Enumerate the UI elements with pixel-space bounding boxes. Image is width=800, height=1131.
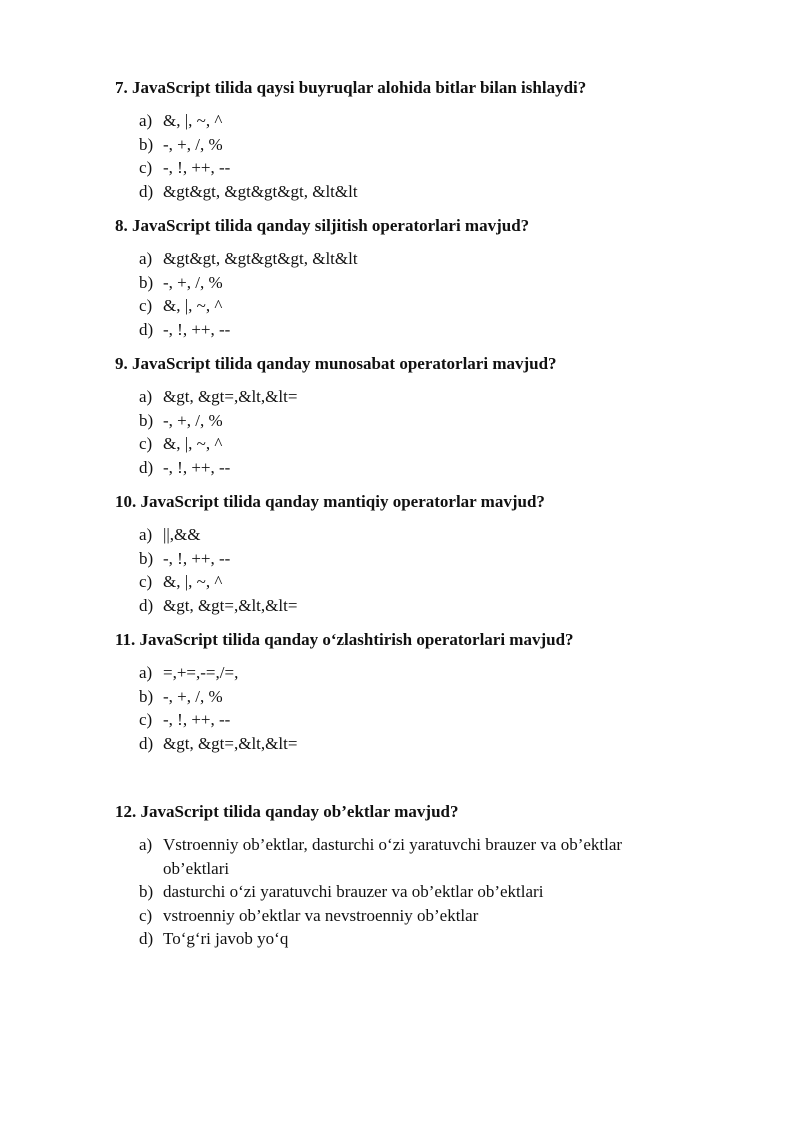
- option-text: &gt, &gt=,&lt,&lt=: [163, 595, 298, 615]
- option-letter: b): [139, 410, 154, 430]
- option-text: -, +, /, %: [163, 272, 223, 292]
- option-letter: c): [139, 158, 153, 177]
- option-letter: c): [139, 710, 153, 729]
- option-text: -, !, ++, --: [163, 158, 231, 177]
- option-text: -, !, ++, --: [163, 548, 231, 568]
- option-list: [115, 523, 755, 617]
- option-letter: a): [139, 111, 153, 130]
- option-text: &gt&gt, &gt&gt&gt, &lt&lt: [163, 181, 358, 201]
- option-letter: d): [139, 181, 154, 201]
- option-c: [115, 904, 755, 928]
- question-8: [115, 215, 755, 341]
- option-text: &gt, &gt=,&lt,&lt=: [163, 387, 298, 406]
- question-12: [115, 801, 755, 951]
- option-b: [115, 685, 755, 709]
- option-letter: a): [139, 249, 153, 268]
- option-letter: c): [139, 572, 153, 591]
- option-letter: b): [139, 134, 154, 154]
- option-letter: c): [139, 296, 153, 315]
- option-letter: a): [139, 663, 153, 682]
- option-text: -, !, ++, --: [163, 710, 231, 729]
- option-letter: a): [139, 387, 153, 406]
- option-c: [115, 432, 755, 456]
- option-text: Vstroenniy ob’ektlar, dasturchi o‘zi yaratuvchi brauzer va ob’ektlar ob’ektlari: [163, 835, 623, 878]
- option-text: ||,&&: [163, 525, 201, 544]
- option-d: [115, 180, 755, 204]
- option-text: -, +, /, %: [163, 686, 223, 706]
- option-text: &gt&gt, &gt&gt&gt, &lt&lt: [163, 249, 358, 268]
- option-text: vstroenniy ob’ektlar va nevstroenniy ob’ektlar: [163, 905, 479, 925]
- option-letter: b): [139, 548, 154, 568]
- option-text: dasturchi o‘zi yaratuvchi brauzer va ob’ektlar ob’ektlari: [163, 882, 544, 901]
- option-text: -, +, /, %: [163, 134, 223, 154]
- option-letter: d): [139, 457, 154, 477]
- option-text: -, !, ++, --: [163, 319, 231, 339]
- option-a: [115, 661, 755, 685]
- question-10: [115, 491, 755, 617]
- option-letter: d): [139, 595, 154, 615]
- option-text: -, !, ++, --: [163, 457, 231, 477]
- question-title: 7. JavaScript tilida qaysi buyruqlar alohida bitlar bilan ishlaydi?: [115, 78, 587, 97]
- option-d: [115, 456, 755, 480]
- option-a: [115, 109, 755, 133]
- option-a: [115, 247, 755, 271]
- option-d: [115, 318, 755, 342]
- option-text: &gt, &gt=,&lt,&lt=: [163, 733, 298, 753]
- option-c: [115, 294, 755, 318]
- option-d: [115, 927, 755, 951]
- option-letter: b): [139, 272, 154, 292]
- option-text: &, |, ~, ^: [163, 111, 223, 130]
- option-b: [115, 133, 755, 157]
- option-text: To‘g‘ri javob yo‘q: [163, 929, 289, 948]
- question-title: 8. JavaScript tilida qanday siljitish operatorlari mavjud?: [115, 216, 530, 235]
- option-list: [115, 661, 755, 755]
- option-list: [115, 385, 755, 479]
- option-letter: d): [139, 319, 154, 339]
- option-text: =,+=,-=,/=,: [163, 663, 239, 682]
- option-letter: a): [139, 525, 153, 544]
- option-letter: d): [139, 929, 154, 948]
- question-title: 11. JavaScript tilida qanday o‘zlashtirish operatorlari mavjud?: [115, 630, 574, 649]
- option-a: [115, 833, 755, 880]
- option-text: &, |, ~, ^: [163, 434, 223, 453]
- option-d: [115, 732, 755, 756]
- option-b: [115, 271, 755, 295]
- option-b: [115, 547, 755, 571]
- option-text: -, +, /, %: [163, 410, 223, 430]
- option-letter: a): [139, 835, 153, 854]
- option-text: &, |, ~, ^: [163, 572, 223, 591]
- option-letter: b): [139, 882, 154, 901]
- question-title: 9. JavaScript tilida qanday munosabat operatorlari mavjud?: [115, 354, 557, 373]
- option-d: [115, 594, 755, 618]
- question-title: 12. JavaScript tilida qanday ob’ektlar mavjud?: [115, 802, 459, 821]
- question-11: [115, 629, 755, 755]
- option-c: [115, 156, 755, 180]
- option-letter: c): [139, 905, 153, 925]
- option-letter: b): [139, 686, 154, 706]
- option-text: &, |, ~, ^: [163, 296, 223, 315]
- question-title: 10. JavaScript tilida qanday mantiqiy operatorlar mavjud?: [115, 492, 545, 511]
- option-c: [115, 570, 755, 594]
- option-letter: c): [139, 434, 153, 453]
- option-list: [115, 247, 755, 341]
- option-b: [115, 409, 755, 433]
- option-a: [115, 523, 755, 547]
- option-c: [115, 708, 755, 732]
- option-b: [115, 880, 755, 904]
- option-list: [115, 833, 755, 951]
- question-9: [115, 353, 755, 479]
- question-7: [115, 77, 755, 203]
- option-a: [115, 385, 755, 409]
- option-list: [115, 109, 755, 203]
- option-letter: d): [139, 733, 154, 753]
